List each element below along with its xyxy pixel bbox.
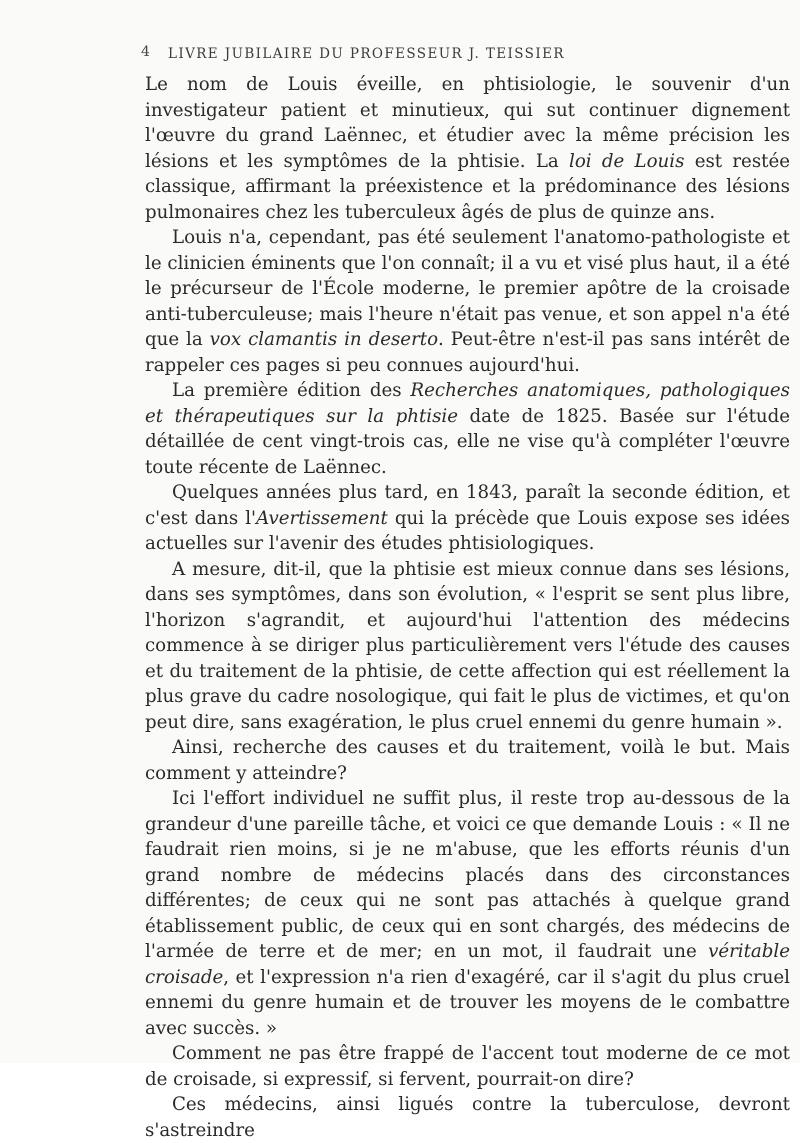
paragraph	[145, 378, 790, 480]
body-text	[145, 72, 790, 1143]
text-segment: Le nom de Louis éveille, en phtisiologie, le souvenir d'un investigateur patient et minutieux, qui sut continuer dignement l'œuvre du grand Laënnec, et étudier avec la même précision les lésions et les symptômes de la phtisie. La	[145, 74, 790, 172]
text-segment: qui la précède que Louis expose ses idées actuelles sur l'avenir des études phtisiologiques.	[145, 507, 790, 554]
text-segment: date de 1825. Basée sur l'étude détaillée de cent vingt-trois cas, elle ne vise qu'à compléter l'œuvre toute récente de Laënnec.	[145, 405, 790, 478]
text-segment: est restée classique, affirmant la préexistence et la prédominance des lésions pulmonaires chez les tuberculeux âgés de plus de quinze ans.	[145, 150, 790, 223]
text-segment: Ainsi, recherche des causes et du traitement, voilà le but. Mais comment y atteindre?	[145, 737, 790, 784]
italic-text: véritable croisade	[145, 941, 790, 988]
page-number: 4	[141, 44, 150, 60]
text-segment: La première édition des	[172, 380, 411, 401]
italic-text: Recherches anatomiques, pathologiques et thérapeutiques sur la phtisie	[145, 380, 791, 427]
paragraph	[145, 557, 790, 736]
text-segment: Ici l'effort individuel ne suffit plus, il reste trop au-dessous de la grandeur d'une pareille tâche, et voici ce que demande Louis : « Il ne faudrait rien moins, si je ne m'abuse, que les efforts réunis d'un grand nombre de médecins placés dans des circonstances différentes; de ceux qui ne sont pas attachés à quelque grand établissement public, de ceux qui en sont chargés, des médecins de l'armée de terre et de mer; en un mot, il faudrait une	[145, 788, 790, 962]
paragraph	[145, 735, 790, 786]
paragraph	[145, 480, 790, 557]
text-segment: Comment ne pas être frappé de l'accent tout moderne de ce mot de croisade, si expressif, si fervent, pourrait-on dire?	[145, 1043, 790, 1090]
italic-text: Avertissement	[256, 507, 388, 529]
text-segment: , et l'expression n'a rien d'exagéré, car il s'agit du plus cruel ennemi du genre humain et de trouver les moyens de le combattre avec succès. »	[145, 966, 790, 1039]
running-head: LIVRE JUBILAIRE DU PROFESSEUR J. TEISSIER	[168, 46, 565, 62]
text-segment: Ces médecins, ainsi ligués contre la tuberculose, devront s'astreindre	[145, 1094, 790, 1141]
paragraph	[145, 72, 790, 225]
paragraph	[145, 1092, 790, 1143]
italic-text: vox clamantis in deserto	[209, 329, 439, 350]
paragraph	[145, 1041, 790, 1092]
paragraph	[145, 786, 790, 1041]
text-segment: Quelques années plus tard, en 1843, paraît la seconde édition, et c'est dans l'	[145, 482, 790, 529]
italic-text: loi de Louis	[569, 150, 685, 172]
text-segment: . Peut-être n'est-il pas sans intérêt de rappeler ces pages si peu connues aujourd'hui.	[145, 329, 790, 376]
paragraph	[145, 225, 790, 378]
text-segment: A mesure, dit-il, que la phtisie est mieux connue dans ses lésions, dans ses symptômes, dans son évolution, « l'esprit se sent plus libre, l'horizon s'agrandit, et aujourd'hui l'attention des médecins commence à se diriger plus particulièrement vers l'étude des causes et du traitement de la phtisie, de cette affection qui est réellement la plus grave du cadre nosologique, qui fait le plus de victimes, et qu'on peut dire, sans exagération, le plus cruel ennemi du genre humain ».	[145, 558, 790, 733]
text-segment: Louis n'a, cependant, pas été seulement l'anatomo-pathologiste et le clinicien éminents que l'on connaît; il a vu et visé plus haut, il a été le précurseur de l'École moderne, le premier apôtre de la croisade anti-tuberculeuse; mais l'heure n'était pas venue, et son appel n'a été que la	[145, 227, 790, 350]
